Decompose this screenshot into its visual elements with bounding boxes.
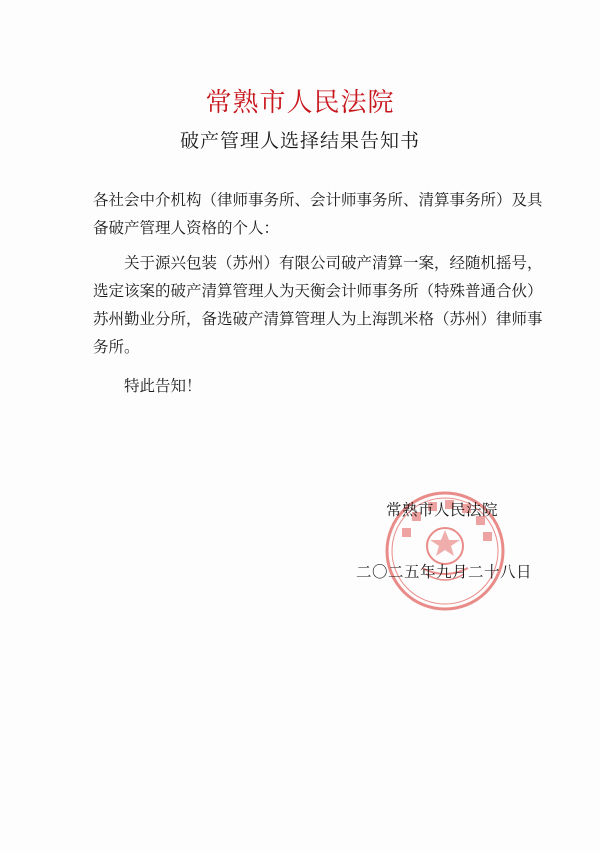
body-paragraph: 关于源兴包装（苏州）有限公司破产清算一案，经随机摇号，选定该案的破产清算管理人为天衡会计师事务所（特殊普通合伙）苏州勤业分所，备选破产清算管理人为上海凯米格（苏州）律师事务所。 (93, 254, 543, 356)
signer-name: 常熟市人民法院 (386, 501, 499, 519)
addressee-text: 各社会中介机构（律师事务所、会计师事务所、清算事务所）及具备破产管理人资格的个人： (93, 191, 543, 237)
notice-title: 破产管理人选择结果告知书 (179, 130, 420, 152)
issue-date: 二〇二五年九月二十八日 (356, 563, 533, 581)
court-name-title: 常熟市人民法院 (205, 88, 395, 118)
closing-text: 特此告知！ (124, 377, 202, 395)
signature-area (340, 480, 560, 630)
